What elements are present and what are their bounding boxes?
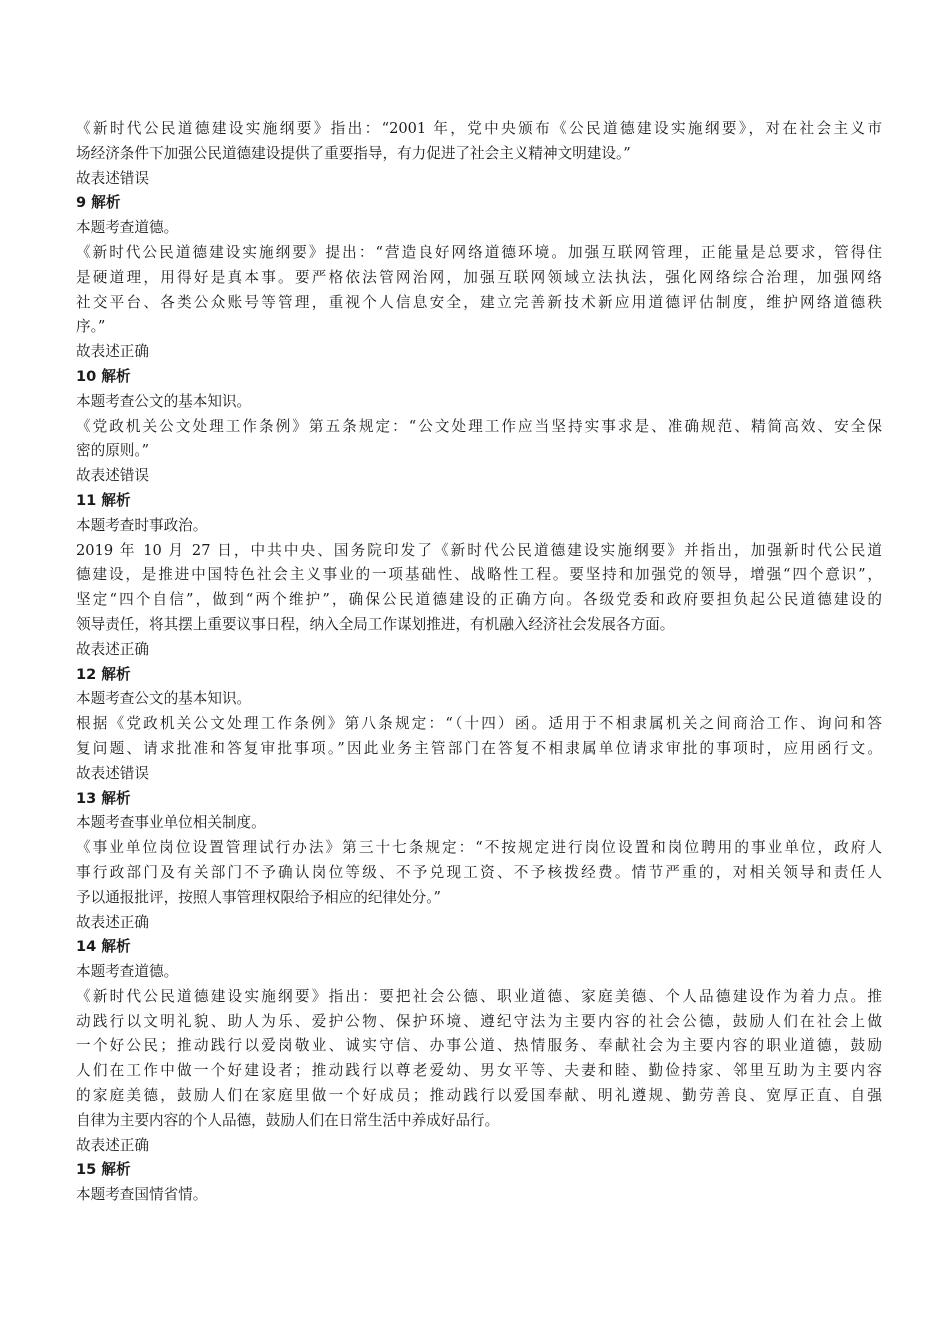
item-12-conclusion: 故表述错误	[76, 764, 149, 782]
item-14-section	[76, 935, 882, 1158]
item-14-text-line-4: 人们在工作中做一个好建设者；推动践行以尊老爱幼、男女平等、夫妻和睦、勤俭持家、邻里互助为主要内容	[76, 1062, 882, 1080]
item-10-text-line-1: 《党政机关公文处理工作条例》第五条规定：“公文处理工作应当坚持实事求是、准确规范、精简高效、安全保	[76, 417, 882, 435]
item-14-text-line-3: 一个好公民；推动践行以爱岗敬业、诚实守信、办事公道、热情服务、奉献社会为主要内容的职业道德，鼓励	[76, 1037, 882, 1055]
item-13-text-line-3: 予以通报批评，按照人事管理权限给予相应的纪律处分。”	[76, 888, 442, 906]
item-14-text-line-1: 《新时代公民道德建设实施纲要》指出：要把社会公德、职业道德、家庭美德、个人品德建设作为着力点。推	[76, 987, 882, 1005]
item-11-text-line-1: 2019 年 10 月 27 日，中共中央、国务院印发了《新时代公民道德建设实施纲要》并指出，加强新时代公民道	[76, 541, 882, 559]
item-15-heading: 15 解析	[76, 1161, 131, 1179]
item-9-text-line-2: 是硬道理，用得好是真本事。要严格依法管网治网，加强互联网领域立法执法，强化网络综合治理，加强网络	[76, 268, 882, 286]
item-10-heading: 10 解析	[76, 367, 131, 385]
item-14-heading: 14 解析	[76, 938, 131, 956]
item-10-conclusion: 故表述错误	[76, 467, 149, 485]
item-8-section	[76, 117, 882, 191]
item-13-conclusion: 故表述正确	[76, 913, 149, 931]
item-14-intro: 本题考查道德。	[76, 963, 179, 981]
item-11-text-line-2: 德建设，是推进中国特色社会主义事业的一项基础性、战略性工程。要坚持和加强党的领导，增强“四个意识”，	[76, 566, 882, 584]
item-13-intro: 本题考查事业单位相关制度。	[76, 814, 266, 832]
item-9-text-line-3: 社交平台、各类公众账号等管理，重视个人信息安全，建立完善新技术新应用道德评估制度，维护网络道德秩	[76, 293, 882, 311]
item-15-intro: 本题考查国情省情。	[76, 1186, 208, 1204]
item-9-section	[76, 191, 882, 365]
item-13-text-line-2: 事行政部门及有关部门不予确认岗位等级、不予兑现工资、不予核拨经费。情节严重的，对相关领导和责任人	[76, 863, 882, 881]
item-14-text-line-2: 动践行以文明礼貌、助人为乐、爱护公物、保护环境、遵纪守法为主要内容的社会公德，鼓励人们在社会上做	[76, 1012, 882, 1030]
item-14-text-line-6: 自律为主要内容的个人品德，鼓励人们在日常生活中养成好品行。	[76, 1111, 500, 1129]
item-15-section	[76, 1158, 882, 1208]
item-14-conclusion: 故表述正确	[76, 1136, 149, 1154]
item-13-section	[76, 787, 882, 936]
item-11-intro: 本题考查时事政治。	[76, 516, 208, 534]
item-12-text-line-2: 复问题、请求批准和答复审批事项。”因此业务主管部门在答复不相隶属单位请求审批的事项时，应用函行文。	[76, 739, 882, 757]
item-11-conclusion: 故表述正确	[76, 640, 149, 658]
item-9-heading: 9 解析	[76, 194, 121, 212]
item-9-text-line-1: 《新时代公民道德建设实施纲要》提出：“营造良好网络道德环境。加强互联网管理，正能量是总要求，管得住	[76, 243, 882, 261]
item-10-text-line-2: 密的原则。”	[76, 442, 150, 460]
item-14-text-line-5: 的家庭美德，鼓励人们在家庭里做一个好成员；推动践行以爱国奉献、明礼遵规、勤劳善良、宽厚正直、自强	[76, 1087, 882, 1105]
document-page	[76, 117, 882, 1208]
item-12-heading: 12 解析	[76, 665, 131, 683]
item-8-text-line-1: 《新时代公民道德建设实施纲要》指出：“2001 年，党中央颁布《公民道德建设实施纲要》，对在社会主义市	[76, 120, 882, 137]
item-11-text-line-4: 领导责任，将其摆上重要议事日程，纳入全局工作谋划推进，有机融入经济社会发展各方面。	[76, 615, 675, 633]
item-9-text-line-4: 序。”	[76, 318, 106, 336]
item-11-text-line-3: 坚定“四个自信”，做到“两个维护”，确保公民道德建设的正确方向。各级党委和政府要担负起公民道德建设的	[76, 591, 882, 609]
item-8-text-line-2: 场经济条件下加强公民道德建设提供了重要指导，有力促进了社会主义精神文明建设。”	[76, 144, 631, 162]
item-8-conclusion: 故表述错误	[76, 169, 149, 187]
item-12-section	[76, 663, 882, 787]
item-12-text-line-1: 根据《党政机关公文处理工作条例》第八条规定：“（十四）函。适用于不相隶属机关之间商洽工作、询问和答	[76, 715, 882, 733]
item-9-conclusion: 故表述正确	[76, 343, 149, 361]
item-13-heading: 13 解析	[76, 789, 131, 807]
item-13-text-line-1: 《事业单位岗位设置管理试行办法》第三十七条规定：“不按规定进行岗位设置和岗位聘用的事业单位，政府人	[76, 839, 882, 857]
item-9-intro: 本题考查道德。	[76, 219, 179, 237]
item-10-section	[76, 365, 882, 489]
item-11-section	[76, 489, 882, 663]
item-11-heading: 11 解析	[76, 491, 131, 509]
item-12-intro: 本题考查公文的基本知识。	[76, 690, 252, 708]
item-10-intro: 本题考查公文的基本知识。	[76, 392, 252, 410]
